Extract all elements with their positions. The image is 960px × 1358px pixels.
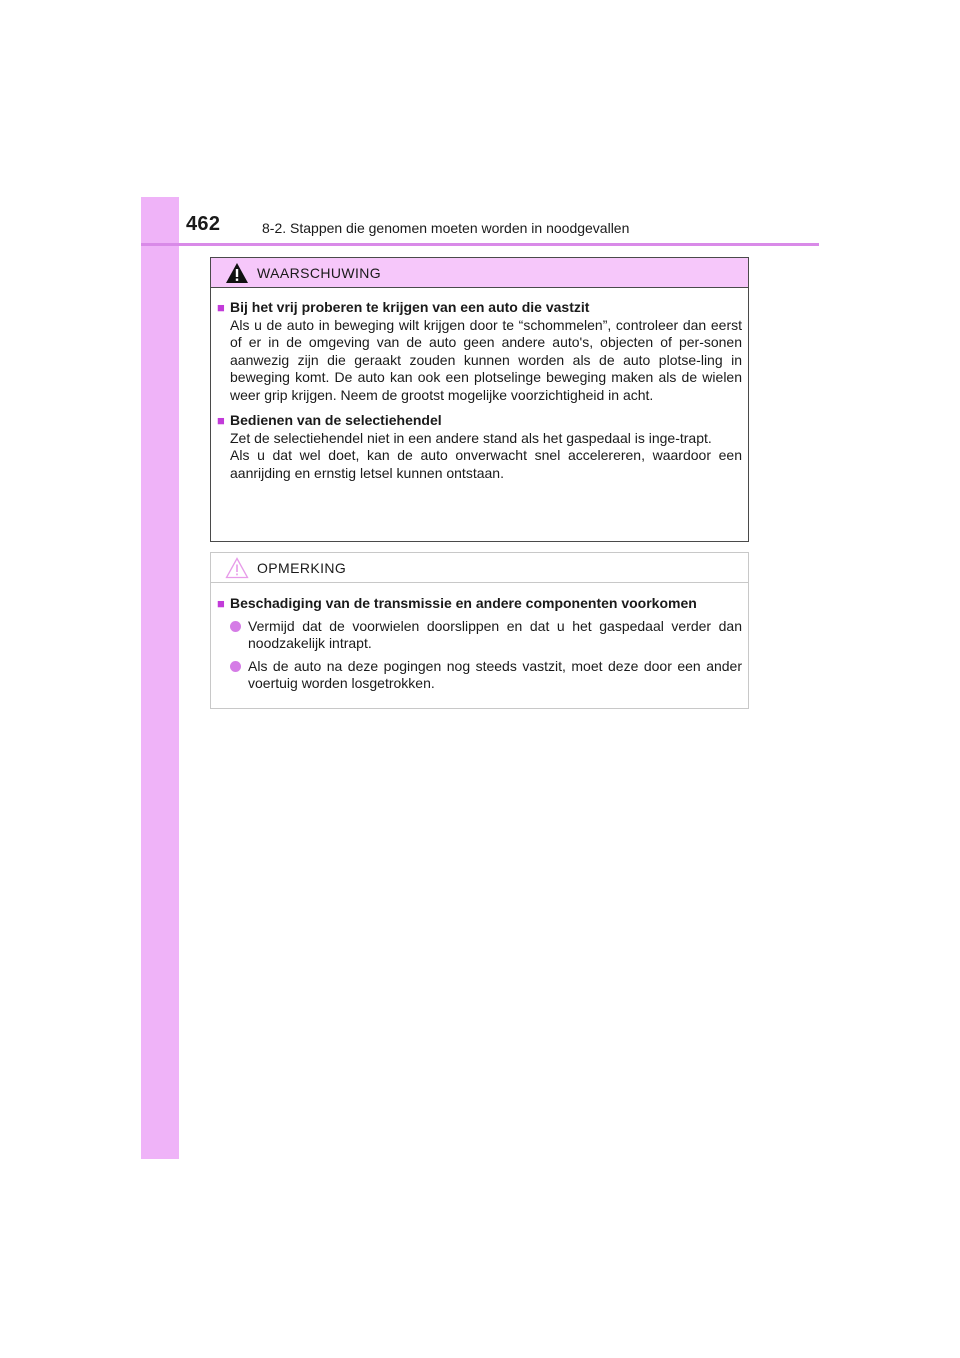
warning-box <box>210 257 749 542</box>
warning-item-heading: ■ Bedienen van de selectiehendel <box>217 412 442 428</box>
section-title: 8-2. Stappen die genomen moeten worden in noodgevallen <box>262 220 630 236</box>
notice-heading: ■ Beschadiging van de transmissie en andere componenten voorkomen <box>217 595 697 611</box>
notice-label: OPMERKING <box>257 559 347 576</box>
header-rule <box>141 243 819 246</box>
warning-triangle-icon <box>225 262 249 284</box>
round-bullet-icon <box>230 621 241 632</box>
square-bullet-icon: ■ <box>217 413 225 428</box>
chapter-side-tab <box>141 197 179 1159</box>
warning-item-text: Als u de auto in beweging wilt krijgen door te “schommelen”, controleer dan eerst of er in de omgeving van de auto geen andere auto's, objecten of per-sonen aanwezig zijn die geraakt zouden kunnen worden als de auto plotse-ling in beweging komt. De auto kan ook een plotselinge beweging maken als de wielen weer grip krijgen. Neem de grootst mogelijke voorzichtigheid in acht. <box>230 316 742 403</box>
list-item: Als de auto na deze pogingen nog steeds vastzit, moet deze door een ander voertuig worden losgetrokken. <box>217 658 742 693</box>
warning-item-text: Als u dat wel doet, kan de auto onverwacht snel accelereren, waardoor een aanrijding en ernstig letsel kunnen ontstaan. <box>230 447 742 481</box>
notice-box <box>210 552 749 709</box>
square-bullet-icon: ■ <box>217 596 225 611</box>
warning-item-text: Zet de selectiehendel niet in een andere stand als het gaspedaal is inge-trapt. <box>230 429 712 446</box>
warning-header <box>211 258 748 288</box>
warning-body <box>211 288 748 482</box>
page-number: 462 <box>186 213 221 235</box>
warning-item-heading: ■ Bij het vrij proberen te krijgen van een auto die vastzit <box>217 299 590 315</box>
list-item: Vermijd dat de voorwielen doorslippen en dat u het gaspedaal verder dan noodzakelijk intrapt. <box>217 618 742 653</box>
square-bullet-icon: ■ <box>217 300 225 315</box>
round-bullet-icon <box>230 661 241 672</box>
notice-header <box>211 553 748 583</box>
caution-outline-icon <box>225 557 249 579</box>
notice-body <box>211 583 748 693</box>
warning-label: WAARSCHUWING <box>257 264 382 281</box>
